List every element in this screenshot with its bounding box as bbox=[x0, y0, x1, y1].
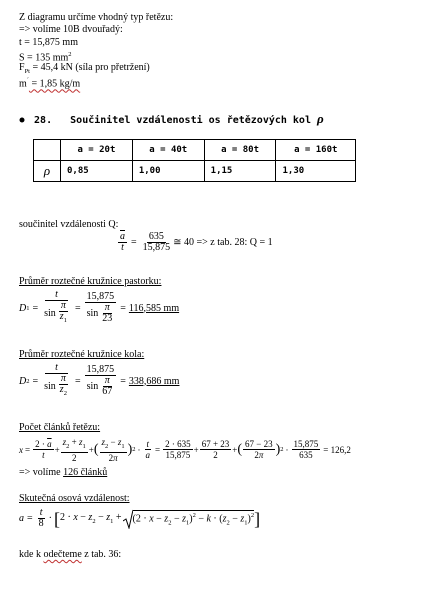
d1-heading: Průměr roztečné kružnice pastorku: bbox=[19, 276, 162, 287]
intro-mass bbox=[19, 75, 80, 89]
d1-equation: D 1 = t sin $\frac{\pi}{z_1}$ = 15,875 sin $\frac{\pi}{23}$ = 116,585 mm bbox=[19, 289, 180, 324]
intro-line-1: Z diagramu určíme vhodný typ řetězu: bbox=[19, 12, 174, 23]
coef-den: t bbox=[121, 242, 124, 253]
coef-frac-symbolic bbox=[118, 232, 127, 253]
table-heading-text: Součinitel vzdálenosti os řetězových kol bbox=[70, 115, 311, 126]
table-value-cell: 1,30 bbox=[276, 161, 356, 182]
d1-lhs: D bbox=[19, 302, 27, 314]
links-result: = 126,2 bbox=[323, 444, 351, 455]
d1-result: 116,585 mm bbox=[128, 302, 180, 314]
axis-equation: a = $\frac{t}{8}$ · [ $2 \cdot x - z_2 - z_1$ + $(2 \cdot x - z_2 - z_1)^2 - k \cdot (z_2 - z_1)^2$ ] bbox=[19, 507, 261, 529]
axis-heading: Skutečná osová vzdálenost: bbox=[19, 493, 130, 504]
d1-frac-numeric: 15,875 sin $\frac{\pi}{23}$ bbox=[86, 291, 115, 324]
d2-result: 338,686 mm bbox=[128, 375, 180, 387]
intro-force-sub: Pt bbox=[24, 68, 30, 75]
intro-line-2: => volíme 10B dvouřadý: bbox=[19, 24, 123, 35]
table-value-cell: 0,85 bbox=[61, 161, 133, 182]
intro-force-symbol: F bbox=[19, 62, 25, 73]
table-header-cell: a = 40t bbox=[132, 140, 204, 161]
intro-pitch: t = 15,875 mm bbox=[19, 37, 78, 48]
table-header-cell: a = 160t bbox=[276, 140, 356, 161]
d2-lhs-sub: 2 bbox=[26, 377, 30, 385]
coefficient-table bbox=[33, 139, 356, 182]
intro-mass-symbol: m bbox=[19, 78, 27, 90]
d2-equation: D 2 = t sin $\frac{\pi}{z_2}$ = 15,875 sin $\frac{\pi}{67}$ = 338,686 mm bbox=[19, 362, 180, 397]
coef-num2: 635 bbox=[148, 231, 164, 242]
intro-mass-sup: ´ bbox=[26, 77, 29, 84]
intro-force-value: = 45,4 kN (síla pro přetržení) bbox=[29, 62, 150, 73]
table-row bbox=[34, 161, 356, 182]
d2-lhs: D bbox=[19, 375, 27, 387]
intro-area-text: S = 135 mm bbox=[19, 52, 69, 64]
table-cell-empty bbox=[34, 140, 61, 161]
table-heading-num: 28. bbox=[34, 115, 53, 126]
links-equation: x = $\frac{2 \cdot \overline{a}}{t}$ + $\frac{z_2 + z_1}{2}$ + ( $\frac{z_2 - z_1}{2\pi}$ ) 2 · $\frac{t}{a}$ = $\frac{2 \cdot 635}{15,875}$ + $\frac{67 + 23}{2}$ + ( $\frac{67 - 23}{2\pi}$ ) 2 · $\frac{15,875}{635}$ = 126,2 bbox=[19, 437, 351, 463]
table-row bbox=[34, 140, 356, 161]
links-conclusion: => volíme 126 článků bbox=[19, 467, 108, 478]
table-heading-symbol: ρ bbox=[317, 111, 324, 126]
links-heading: Počet článků řetězu: bbox=[19, 422, 101, 433]
d2-frac-numeric: 15,875 sin $\frac{\pi}{67}$ bbox=[86, 364, 115, 397]
table-header-cell: a = 20t bbox=[61, 140, 133, 161]
table-value-cell: 1,15 bbox=[204, 161, 276, 182]
d1-lhs-sub: 1 bbox=[26, 304, 30, 312]
coef-den2: 15,875 bbox=[142, 242, 171, 253]
intro-mass-value: = 1,85 kg/m bbox=[28, 78, 81, 90]
coef-result: ≅ 40 => z tab. 28: Q = 1 bbox=[173, 237, 273, 248]
coef-frac-numeric bbox=[141, 232, 173, 253]
d2-heading: Průměr roztečné kružnice kola: bbox=[19, 349, 145, 360]
coef-num: $\overline{a}$ bbox=[120, 231, 125, 242]
d2-frac-symbolic: t sin $\frac{\pi}{z_2}$ bbox=[44, 362, 67, 397]
footer-text: kde k odečteme z tab. 36: bbox=[19, 549, 122, 560]
d1-frac-symbolic: t sin $\frac{\pi}{z_1}$ bbox=[44, 289, 67, 324]
table-heading bbox=[19, 111, 324, 127]
table-bullet bbox=[19, 115, 28, 119]
intro-area-sup: 2 bbox=[68, 51, 72, 58]
coef-label: součinitel vzdálenosti Q: bbox=[19, 219, 119, 230]
table-row-symbol: ρ bbox=[34, 161, 61, 182]
table-header-cell: a = 80t bbox=[204, 140, 276, 161]
table-value-cell: 1,00 bbox=[132, 161, 204, 182]
coef-equation: $\frac{\overline{a}}{t}$ = $\frac{635}{15,875}$ ≅ 40 => z tab. 28: Q = 1 bbox=[120, 231, 273, 253]
